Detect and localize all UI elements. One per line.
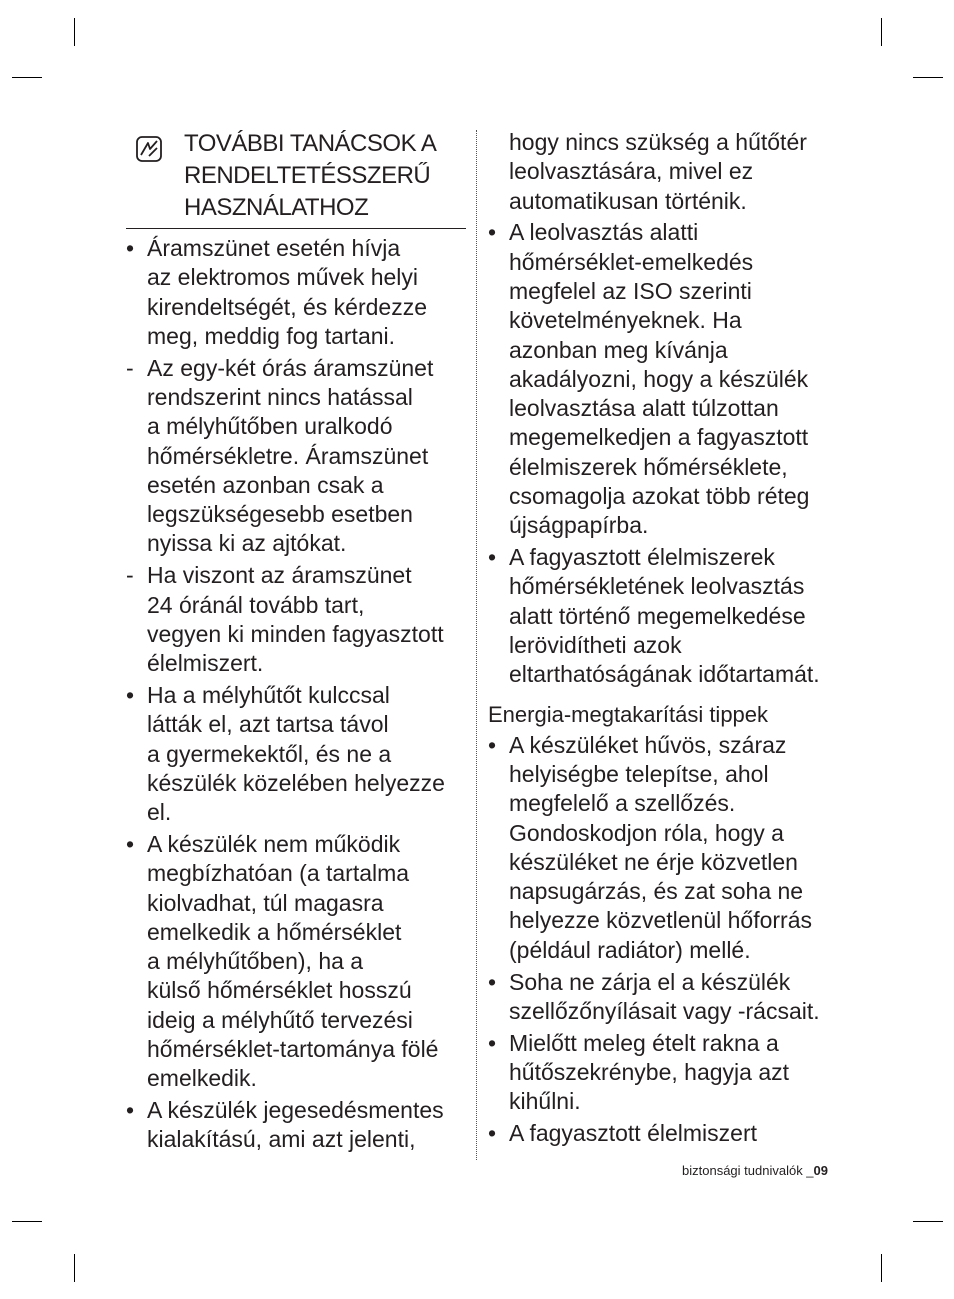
text-line: A fagyasztott élelmiszerek bbox=[509, 544, 775, 571]
text-line: napsugárzás, és zat soha ne bbox=[509, 878, 804, 905]
bullet-marker: • bbox=[126, 235, 135, 261]
text-line: újságpapírba. bbox=[509, 512, 649, 539]
dash-marker: - bbox=[126, 562, 134, 589]
text-line: hőmérsékletre. Áramszünet bbox=[147, 442, 429, 469]
text-line: az elektromos művek helyi bbox=[147, 264, 418, 291]
text-line: kialakítású, ami azt jelenti, bbox=[147, 1126, 416, 1153]
energy-tips-heading: Energia-megtakarítási tippek bbox=[488, 701, 769, 727]
crop-mark bbox=[913, 1221, 943, 1222]
text-line: hőmérséklet-tartománya fölé bbox=[147, 1036, 439, 1063]
text-line: hűtőszekrénybe, hagyja azt bbox=[509, 1058, 790, 1085]
list-item bbox=[126, 234, 466, 351]
text-line: emelkedik a hőmérséklet bbox=[147, 918, 402, 945]
text-line: lerövidítheti azok bbox=[509, 632, 682, 659]
crop-mark bbox=[913, 77, 943, 78]
section-heading bbox=[126, 128, 466, 229]
text-line: eltarthatóságának időtartamát. bbox=[509, 661, 820, 688]
list-item bbox=[126, 561, 466, 678]
text-line: leolvasztására, mivel ez bbox=[509, 158, 754, 185]
list-item bbox=[488, 1029, 838, 1117]
text-line: a mélyhűtőben), ha a bbox=[147, 948, 364, 975]
list-item bbox=[126, 354, 466, 559]
crop-mark bbox=[12, 77, 42, 78]
text-line: vegyen ki minden fagyasztott bbox=[147, 620, 444, 647]
text-line: A készülék nem működik bbox=[147, 830, 401, 857]
list-item bbox=[126, 1096, 466, 1155]
text-line: hőmérséklet-emelkedés bbox=[509, 248, 754, 275]
text-line: csomagolja azokat több réteg bbox=[509, 483, 810, 510]
text-line: Áramszünet esetén hívja bbox=[147, 235, 401, 261]
list-item bbox=[126, 681, 466, 827]
note-icon bbox=[136, 136, 162, 162]
crop-mark bbox=[881, 18, 882, 46]
heading-line: HASZNÁLATHOZ bbox=[184, 194, 369, 221]
footer-label: biztonsági tudnivalók _ bbox=[682, 1163, 814, 1178]
right-column bbox=[488, 128, 838, 1151]
list-item bbox=[488, 968, 838, 1027]
left-column bbox=[126, 128, 466, 1157]
text-line: a gyermekektől, és ne a bbox=[147, 740, 392, 767]
left-bullet-list bbox=[126, 234, 466, 1155]
list-item bbox=[488, 1119, 838, 1148]
text-line: ideig a mélyhűtő tervezési bbox=[147, 1006, 413, 1033]
right-bullet-list bbox=[488, 218, 838, 689]
text-line: 24 óránál tovább tart, bbox=[147, 591, 365, 618]
text-line: alatt történő megemelkedése bbox=[509, 602, 806, 629]
column-divider bbox=[476, 130, 477, 1160]
list-item bbox=[488, 731, 838, 965]
text-line: Ha a mélyhűtőt kulccsal bbox=[147, 681, 390, 708]
text-line: el. bbox=[147, 799, 172, 826]
text-line: megbízhatóan (a tartalma bbox=[147, 860, 410, 887]
text-line: azonban meg kívánja bbox=[509, 336, 728, 363]
bullet-marker: • bbox=[488, 968, 497, 995]
text-line: megemelkedjen a fagyasztott bbox=[509, 424, 809, 451]
text-line: meg, meddig fog tartani. bbox=[147, 322, 396, 349]
text-line: látták el, azt tartsa távol bbox=[147, 711, 389, 738]
crop-mark bbox=[74, 1254, 75, 1282]
heading-line: RENDELTETÉSSZERŰ bbox=[184, 162, 431, 189]
bullet-marker: • bbox=[488, 219, 497, 246]
text-line: Ha viszont az áramszünet bbox=[147, 562, 412, 589]
text-line: A készülék jegesedésmentes bbox=[147, 1097, 444, 1124]
text-line: rendszerint nincs hatással bbox=[147, 383, 413, 410]
text-line: (például radiátor) mellé. bbox=[509, 936, 751, 963]
text-line: szellőzőnyílásait vagy -rácsait. bbox=[509, 997, 820, 1024]
list-item bbox=[126, 830, 466, 1094]
list-item bbox=[488, 543, 838, 689]
bullet-marker: • bbox=[126, 830, 135, 857]
text-line: megfelelő a szellőzés. bbox=[509, 790, 736, 817]
bullet-marker: • bbox=[126, 1097, 135, 1124]
text-line: hogy nincs szükség a hűtőtér bbox=[509, 129, 807, 155]
text-line: A fagyasztott élelmiszert bbox=[509, 1120, 757, 1146]
text-line: Az egy-két órás áramszünet bbox=[147, 354, 434, 381]
text-line: automatikusan történik. bbox=[509, 187, 747, 214]
text-line: Mielőtt meleg ételt rakna a bbox=[509, 1029, 779, 1056]
text-line: A készüléket hűvös, száraz bbox=[509, 731, 787, 758]
text-line: élelmiszerek hőmérséklete, bbox=[509, 453, 788, 480]
text-line: Soha ne zárja el a készülék bbox=[509, 968, 791, 995]
text-line: megfelel az ISO szerinti bbox=[509, 277, 752, 304]
text-line: kihűlni. bbox=[509, 1088, 581, 1115]
bullet-marker: • bbox=[488, 1120, 497, 1146]
crop-mark bbox=[12, 1221, 42, 1222]
continued-paragraph bbox=[488, 128, 838, 216]
page-number: 09 bbox=[813, 1163, 828, 1178]
bullet-marker: • bbox=[488, 1029, 497, 1056]
text-line: készüléket ne érje közvetlen bbox=[509, 848, 798, 875]
text-line: készülék közelében helyezze bbox=[147, 769, 445, 796]
text-line: helyiségbe telepítse, ahol bbox=[509, 760, 769, 787]
crop-mark bbox=[881, 1254, 882, 1282]
text-line: kirendeltségét, és kérdezze bbox=[147, 293, 427, 320]
text-line: Gondoskodjon róla, hogy a bbox=[509, 819, 784, 846]
text-line: leolvasztása alatt túlzottan bbox=[509, 395, 779, 422]
text-line: nyissa ki az ajtókat. bbox=[147, 530, 347, 557]
text-line: legszükségesebb esetben bbox=[147, 501, 413, 528]
heading-line: TOVÁBBI TANÁCSOK A bbox=[184, 130, 437, 157]
list-item bbox=[488, 218, 838, 540]
text-line: esetén azonban csak a bbox=[147, 471, 384, 498]
text-line: kiolvadhat, túl magasra bbox=[147, 889, 384, 916]
dash-marker: - bbox=[126, 354, 134, 381]
text-line: emelkedik. bbox=[147, 1065, 257, 1092]
text-line: akadályozni, hogy a készülék bbox=[509, 365, 809, 392]
text-line: A leolvasztás alatti bbox=[509, 219, 699, 246]
text-line: helyezze közvetlenül hőforrás bbox=[509, 907, 812, 934]
text-line: követelményeknek. Ha bbox=[509, 307, 742, 334]
text-line: a mélyhűtőben uralkodó bbox=[147, 413, 393, 440]
page-footer bbox=[560, 1163, 828, 1178]
text-line: hőmérsékletének leolvasztás bbox=[509, 573, 805, 600]
text-line: külső hőmérséklet hosszú bbox=[147, 977, 412, 1004]
bullet-marker: • bbox=[126, 681, 135, 708]
energy-tips-list bbox=[488, 731, 838, 1149]
crop-mark bbox=[74, 18, 75, 46]
text-line: élelmiszert. bbox=[147, 650, 264, 677]
bullet-marker: • bbox=[488, 731, 497, 758]
bullet-marker: • bbox=[488, 544, 497, 571]
